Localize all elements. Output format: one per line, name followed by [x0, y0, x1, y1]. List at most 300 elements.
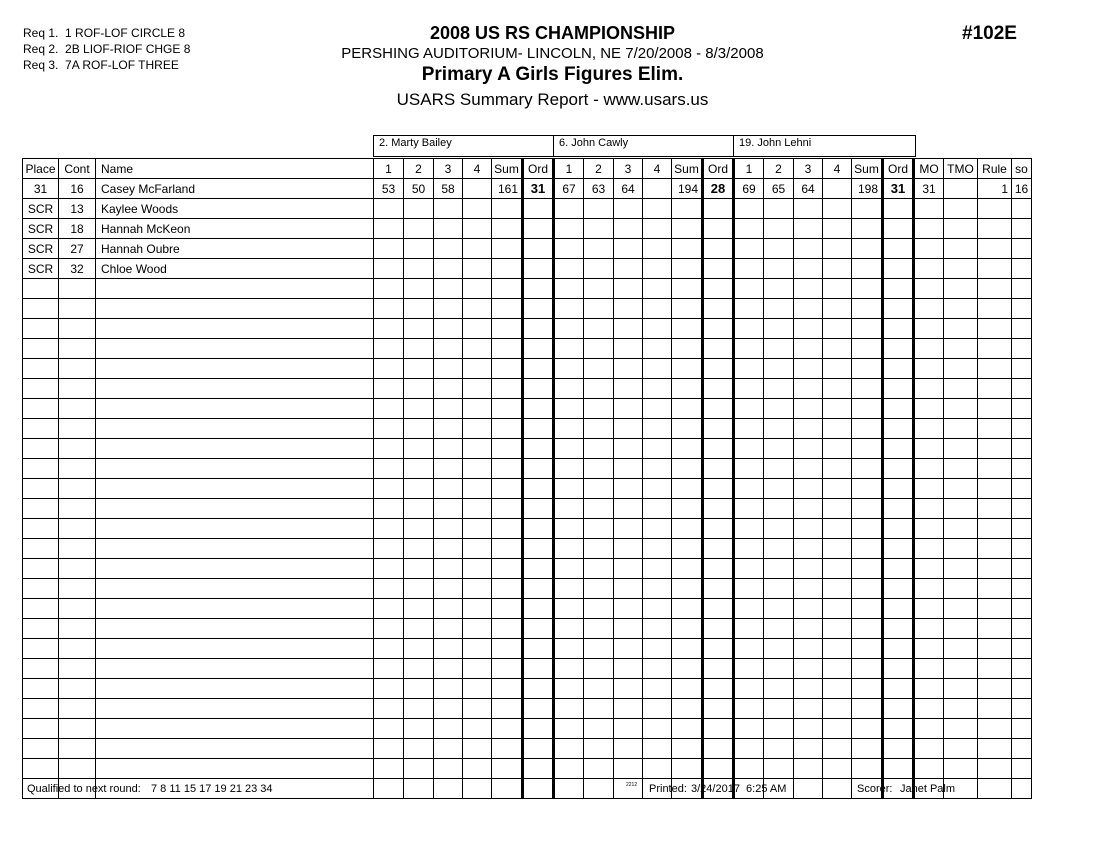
sum-cell — [672, 439, 703, 459]
cont-cell — [59, 359, 96, 379]
score-cell — [374, 319, 404, 339]
scorer-label: Scorer: — [857, 783, 893, 795]
score-cell — [794, 479, 823, 499]
so-cell — [1012, 279, 1032, 299]
name-cell — [96, 359, 374, 379]
sum-cell — [492, 659, 523, 679]
rule-cell — [978, 419, 1012, 439]
score-cell — [463, 559, 492, 579]
cont-cell — [59, 399, 96, 419]
score-cell — [734, 239, 764, 259]
sum-cell — [852, 239, 883, 259]
sum-cell — [852, 739, 883, 759]
score-cell — [404, 639, 434, 659]
mo-cell — [914, 719, 944, 739]
place-cell — [23, 639, 59, 659]
so-cell — [1012, 599, 1032, 619]
score-cell — [374, 259, 404, 279]
table-row — [23, 199, 1032, 219]
mo-cell — [914, 679, 944, 699]
score-cell — [404, 319, 434, 339]
place-cell — [23, 419, 59, 439]
score-cell — [463, 699, 492, 719]
mo-cell — [914, 319, 944, 339]
score-cell — [614, 319, 643, 339]
score-cell — [584, 439, 614, 459]
score-cell — [463, 539, 492, 559]
rule-cell — [978, 699, 1012, 719]
ordinal-cell — [523, 639, 554, 659]
score-cell — [734, 299, 764, 319]
place-cell — [23, 599, 59, 619]
score-cell — [554, 779, 584, 799]
score-cell — [794, 199, 823, 219]
sum-cell — [852, 299, 883, 319]
rule-cell — [978, 219, 1012, 239]
score-cell — [554, 379, 584, 399]
cont-cell: 32 — [59, 259, 96, 279]
score-cell: 69 — [734, 179, 764, 199]
header-judge-1-col-1: 1 — [374, 159, 404, 179]
cont-cell — [59, 419, 96, 439]
score-cell — [584, 539, 614, 559]
score-cell — [823, 579, 852, 599]
header-judge-1-col-4: 4 — [463, 159, 492, 179]
name-cell — [96, 519, 374, 539]
score-cell — [374, 639, 404, 659]
score-cell — [463, 519, 492, 539]
score-cell — [584, 679, 614, 699]
score-cell — [614, 479, 643, 499]
so-cell — [1012, 199, 1032, 219]
score-cell — [764, 719, 794, 739]
score-cell — [823, 599, 852, 619]
ordinal-cell — [703, 719, 734, 739]
score-cell — [734, 479, 764, 499]
score-cell — [823, 439, 852, 459]
so-cell — [1012, 399, 1032, 419]
header-judge-1-col-6: Ord — [523, 159, 554, 179]
score-cell — [794, 699, 823, 719]
score-cell — [374, 379, 404, 399]
header-judge-3-col-6: Ord — [883, 159, 914, 179]
name-cell — [96, 719, 374, 739]
sum-cell — [672, 559, 703, 579]
rule-cell — [978, 739, 1012, 759]
score-cell — [584, 499, 614, 519]
tmo-cell — [944, 659, 978, 679]
score-cell — [404, 479, 434, 499]
name-cell — [96, 439, 374, 459]
score-cell — [463, 279, 492, 299]
rule-cell — [978, 619, 1012, 639]
score-cell — [463, 759, 492, 779]
table-row — [23, 379, 1032, 399]
score-cell — [404, 559, 434, 579]
score-cell — [794, 559, 823, 579]
score-cell — [614, 279, 643, 299]
cont-cell — [59, 379, 96, 399]
name-cell — [96, 499, 374, 519]
score-cell — [404, 259, 434, 279]
score-cell — [463, 339, 492, 359]
score-cell — [643, 679, 672, 699]
score-cell — [764, 559, 794, 579]
place-cell — [23, 379, 59, 399]
score-cell — [614, 439, 643, 459]
header-place: Place — [23, 159, 59, 179]
sum-cell: 194 — [672, 179, 703, 199]
tmo-cell — [944, 239, 978, 259]
sum-cell — [492, 579, 523, 599]
score-cell — [764, 239, 794, 259]
sum-cell — [492, 419, 523, 439]
judge-header-2: 6. John Cawly — [553, 135, 734, 157]
rule-cell — [978, 259, 1012, 279]
event-name: Primary A Girls Figures Elim. — [421, 64, 684, 85]
score-cell — [434, 419, 463, 439]
mo-cell — [914, 459, 944, 479]
ordinal-cell — [703, 599, 734, 619]
table-row — [23, 479, 1032, 499]
score-cell — [404, 339, 434, 359]
ordinal-cell — [523, 319, 554, 339]
ordinal-cell — [883, 399, 914, 419]
tmo-cell — [944, 319, 978, 339]
score-cell — [374, 279, 404, 299]
so-cell — [1012, 359, 1032, 379]
score-cell — [463, 619, 492, 639]
score-cell — [554, 319, 584, 339]
header-judge-1-col-5: Sum — [492, 159, 523, 179]
score-cell — [404, 579, 434, 599]
cont-cell — [59, 599, 96, 619]
score-cell — [554, 419, 584, 439]
requirement-2: Req 2. 2B LIOF-RIOF CHGE 8 — [23, 42, 191, 56]
so-cell — [1012, 699, 1032, 719]
place-cell — [23, 459, 59, 479]
score-cell — [794, 359, 823, 379]
score-cell — [463, 219, 492, 239]
tmo-cell — [944, 539, 978, 559]
place-cell: SCR — [23, 259, 59, 279]
sum-cell — [492, 479, 523, 499]
score-cell — [614, 259, 643, 279]
rule-cell — [978, 399, 1012, 419]
score-cell — [643, 479, 672, 499]
sum-cell — [492, 459, 523, 479]
rule-cell — [978, 459, 1012, 479]
ordinal-cell — [703, 579, 734, 599]
score-cell — [374, 619, 404, 639]
score-cell — [734, 279, 764, 299]
sum-cell — [672, 459, 703, 479]
sum-cell — [672, 479, 703, 499]
score-cell — [764, 299, 794, 319]
mo-cell — [914, 439, 944, 459]
score-cell — [434, 779, 463, 799]
cont-cell — [59, 619, 96, 639]
score-cell — [463, 439, 492, 459]
so-cell — [1012, 539, 1032, 559]
name-cell — [96, 319, 374, 339]
sum-cell — [672, 599, 703, 619]
score-cell — [764, 619, 794, 639]
ordinal-cell — [523, 219, 554, 239]
printed-datetime: 3/24/2017 6:25 AM — [691, 783, 787, 795]
score-cell — [643, 219, 672, 239]
table-row — [23, 719, 1032, 739]
score-cell — [614, 619, 643, 639]
ordinal-cell — [883, 219, 914, 239]
table-row — [23, 179, 1032, 199]
score-cell — [734, 379, 764, 399]
rule-cell — [978, 499, 1012, 519]
table-row — [23, 519, 1032, 539]
sum-cell — [492, 679, 523, 699]
so-cell — [1012, 479, 1032, 499]
score-cell — [404, 299, 434, 319]
sum-cell — [672, 359, 703, 379]
tmo-cell — [944, 619, 978, 639]
score-cell — [463, 399, 492, 419]
score-cell — [823, 279, 852, 299]
sum-cell — [672, 419, 703, 439]
rule-cell — [978, 439, 1012, 459]
score-cell — [434, 479, 463, 499]
sum-cell — [492, 619, 523, 639]
score-cell — [554, 599, 584, 619]
sum-cell — [492, 699, 523, 719]
score-cell — [764, 679, 794, 699]
table-row — [23, 399, 1032, 419]
tmo-cell — [944, 179, 978, 199]
score-cell — [823, 339, 852, 359]
score-cell — [764, 319, 794, 339]
sum-cell — [672, 739, 703, 759]
score-cell — [734, 619, 764, 639]
score-cell — [584, 719, 614, 739]
score-cell — [374, 219, 404, 239]
tmo-cell — [944, 399, 978, 419]
table-row — [23, 759, 1032, 779]
score-cell — [434, 399, 463, 419]
mo-cell — [914, 299, 944, 319]
score-cell — [584, 519, 614, 539]
score-cell — [584, 219, 614, 239]
score-cell — [643, 419, 672, 439]
mo-cell — [914, 619, 944, 639]
qualified-label: Qualified to next round: — [27, 783, 141, 795]
sum-cell — [672, 679, 703, 699]
sum-cell — [492, 439, 523, 459]
score-cell — [764, 739, 794, 759]
cont-cell — [59, 339, 96, 359]
score-cell: 64 — [794, 179, 823, 199]
place-cell — [23, 519, 59, 539]
score-cell — [794, 379, 823, 399]
ordinal-cell — [703, 199, 734, 219]
score-cell — [614, 579, 643, 599]
score-cell — [823, 359, 852, 379]
score-cell — [823, 219, 852, 239]
header-judge-2-col-2: 2 — [584, 159, 614, 179]
score-cell — [734, 599, 764, 619]
score-cell — [404, 759, 434, 779]
tmo-cell — [944, 739, 978, 759]
score-cell — [794, 259, 823, 279]
score-cell — [734, 559, 764, 579]
score-cell — [823, 759, 852, 779]
ordinal-cell — [703, 699, 734, 719]
sum-cell — [852, 499, 883, 519]
table-row — [23, 439, 1032, 459]
sum-cell — [672, 539, 703, 559]
ordinal-cell — [523, 379, 554, 399]
sum-cell — [492, 359, 523, 379]
score-cell — [554, 659, 584, 679]
score-cell — [404, 459, 434, 479]
mo-cell — [914, 739, 944, 759]
name-cell: Casey McFarland — [96, 179, 374, 199]
score-cell — [764, 699, 794, 719]
score-cell — [614, 599, 643, 619]
so-cell — [1012, 339, 1032, 359]
score-cell — [434, 539, 463, 559]
score-cell — [764, 339, 794, 359]
score-cell — [794, 459, 823, 479]
tmo-cell — [944, 559, 978, 579]
tmo-cell — [944, 279, 978, 299]
ordinal-cell — [883, 619, 914, 639]
place-cell — [23, 299, 59, 319]
score-cell — [374, 239, 404, 259]
name-cell — [96, 339, 374, 359]
mo-cell — [914, 639, 944, 659]
table-row — [23, 219, 1032, 239]
score-cell — [614, 379, 643, 399]
mo-cell — [914, 659, 944, 679]
cont-cell — [59, 519, 96, 539]
sum-cell — [672, 499, 703, 519]
ordinal-cell — [883, 579, 914, 599]
score-cell — [764, 399, 794, 419]
score-cell — [584, 259, 614, 279]
score-cell — [463, 779, 492, 799]
ordinal-cell — [523, 459, 554, 479]
table-row — [23, 639, 1032, 659]
score-cell — [404, 539, 434, 559]
name-cell — [96, 679, 374, 699]
score-cell — [434, 439, 463, 459]
name-cell — [96, 699, 374, 719]
sum-cell — [492, 259, 523, 279]
score-cell — [764, 579, 794, 599]
place-cell — [23, 759, 59, 779]
score-cell — [584, 239, 614, 259]
score-cell — [554, 459, 584, 479]
sum-cell — [492, 279, 523, 299]
sum-cell — [672, 699, 703, 719]
table-row — [23, 299, 1032, 319]
name-cell — [96, 739, 374, 759]
cont-cell — [59, 579, 96, 599]
score-cell — [823, 459, 852, 479]
score-cell — [794, 579, 823, 599]
so-cell — [1012, 439, 1032, 459]
score-cell — [643, 199, 672, 219]
score-cell — [584, 419, 614, 439]
score-cell — [554, 439, 584, 459]
score-cell — [734, 579, 764, 599]
rule-cell — [978, 379, 1012, 399]
sum-cell — [672, 239, 703, 259]
score-cell — [434, 199, 463, 219]
score-cell — [734, 259, 764, 279]
score-cell — [434, 279, 463, 299]
score-cell — [404, 679, 434, 699]
score-cell — [584, 579, 614, 599]
table-row — [23, 699, 1032, 719]
score-cell — [463, 719, 492, 739]
score-cell — [584, 199, 614, 219]
score-cell — [764, 379, 794, 399]
rule-cell — [978, 759, 1012, 779]
mo-cell — [914, 539, 944, 559]
header-judge-3-col-2: 2 — [764, 159, 794, 179]
sum-cell — [492, 319, 523, 339]
score-cell — [404, 419, 434, 439]
rule-cell — [978, 359, 1012, 379]
score-cell — [734, 659, 764, 679]
mo-cell — [914, 479, 944, 499]
score-cell — [794, 499, 823, 519]
score-cell — [794, 719, 823, 739]
score-cell — [764, 499, 794, 519]
score-cell — [554, 739, 584, 759]
table-row — [23, 679, 1032, 699]
sum-cell — [852, 519, 883, 539]
score-cell — [643, 439, 672, 459]
score-cell — [434, 759, 463, 779]
ordinal-cell: 31 — [883, 179, 914, 199]
sum-cell — [492, 239, 523, 259]
name-cell: Chloe Wood — [96, 259, 374, 279]
score-cell: 50 — [404, 179, 434, 199]
sum-cell — [852, 279, 883, 299]
sum-cell — [672, 319, 703, 339]
sum-cell — [852, 599, 883, 619]
so-cell — [1012, 499, 1032, 519]
cont-cell — [59, 759, 96, 779]
score-cell — [823, 779, 852, 799]
score-cell — [734, 679, 764, 699]
cont-cell — [59, 439, 96, 459]
score-cell — [374, 539, 404, 559]
score-cell — [374, 599, 404, 619]
name-cell: Hannah Oubre — [96, 239, 374, 259]
ordinal-cell — [883, 419, 914, 439]
rule-cell — [978, 319, 1012, 339]
score-cell — [643, 539, 672, 559]
ordinal-cell — [883, 239, 914, 259]
ordinal-cell — [703, 239, 734, 259]
sum-cell — [852, 659, 883, 679]
score-cell — [463, 319, 492, 339]
so-cell — [1012, 779, 1032, 799]
score-cell: 63 — [584, 179, 614, 199]
score-cell — [764, 639, 794, 659]
